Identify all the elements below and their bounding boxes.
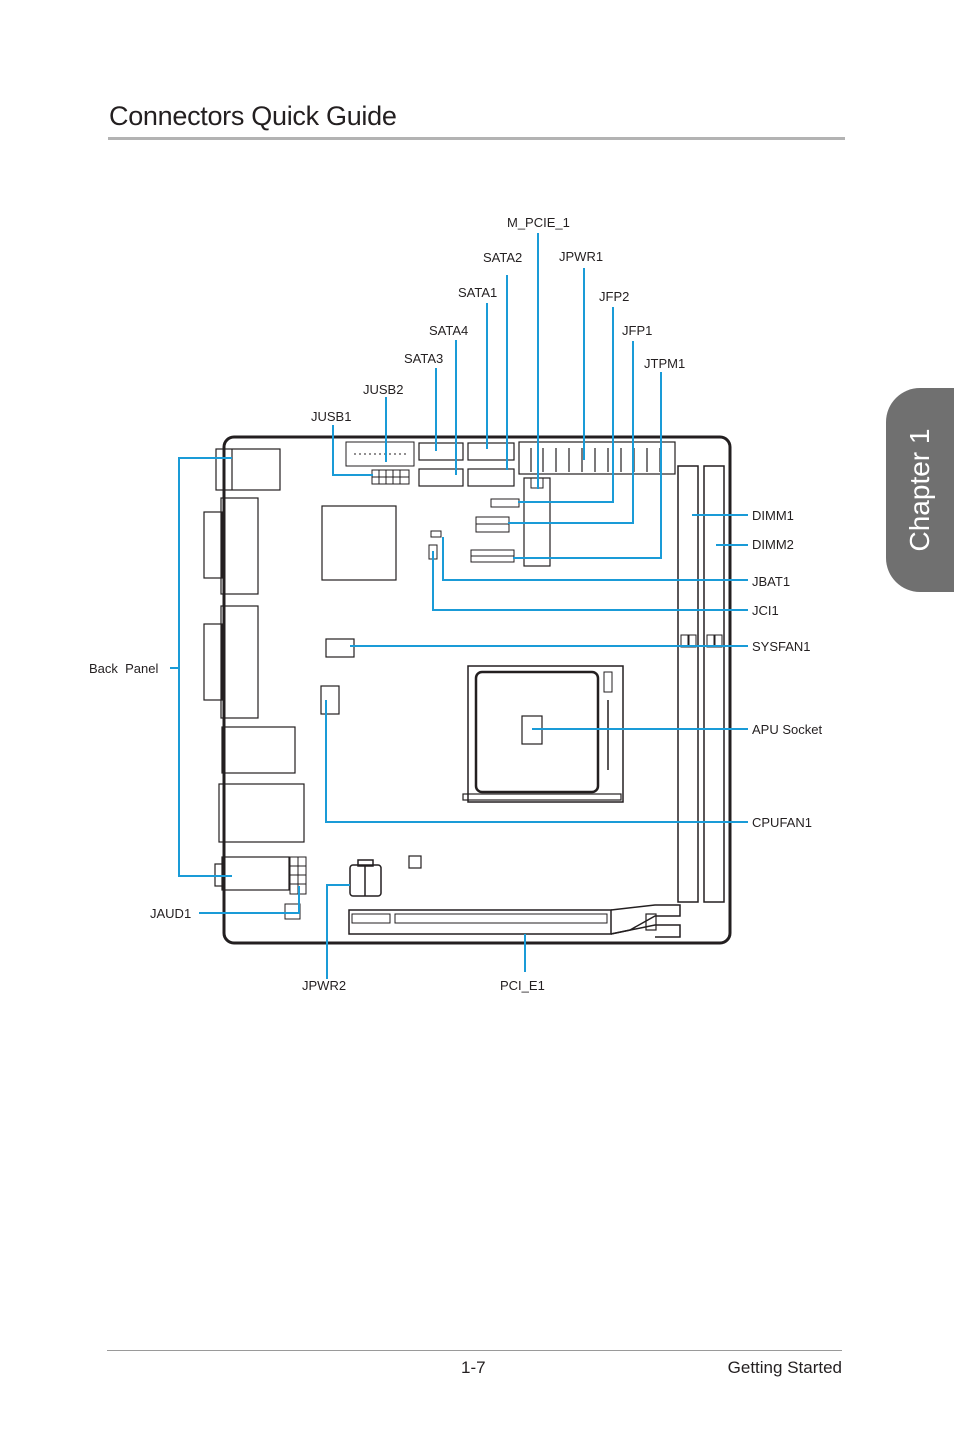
label-pci-e1: PCI_E1: [500, 978, 545, 993]
pcie-slot: [349, 905, 680, 937]
jusb1-header: [372, 470, 409, 484]
label-jpwr1: JPWR1: [559, 249, 604, 264]
label-sata4: SATA4: [429, 323, 469, 338]
apu-socket: [463, 666, 623, 802]
label-jfp2: JFP2: [599, 289, 630, 304]
label-jbat1: JBAT1: [752, 574, 791, 589]
sata-connectors: [419, 443, 514, 486]
sata2-port: [468, 469, 514, 486]
page-title: Connectors Quick Guide: [109, 101, 397, 131]
label-jaud1: JAUD1: [150, 906, 192, 921]
label-sysfan1: SYSFAN1: [752, 639, 811, 654]
jpwr2-connector: [350, 860, 381, 896]
dimm2-slot: [704, 466, 724, 902]
back-panel-ports: [204, 449, 304, 890]
jaud1-header: [285, 857, 306, 919]
section-name: Getting Started: [727, 1358, 842, 1377]
footer-rule: [107, 1350, 842, 1351]
label-back-panel: Back Panel: [89, 661, 159, 676]
square-component: [409, 856, 421, 868]
dimm1-slot: [678, 466, 698, 902]
label-dimm1: DIMM1: [752, 508, 794, 523]
chapter-tab-label: Chapter 1: [904, 428, 935, 552]
label-jusb2: JUSB2: [363, 382, 404, 397]
jbat1-jumper: [431, 531, 441, 537]
label-dimm2: DIMM2: [752, 537, 794, 552]
label-cpufan1: CPUFAN1: [752, 815, 812, 830]
jusb2-header: [346, 442, 414, 466]
board: [204, 437, 730, 943]
label-sata3: SATA3: [404, 351, 444, 366]
label-jusb1: JUSB1: [311, 409, 352, 424]
cpufan1-connector: [321, 686, 339, 714]
label-jfp1: JFP1: [622, 323, 653, 338]
label-jpwr2: JPWR2: [302, 978, 347, 993]
label-sata2: SATA2: [483, 250, 523, 265]
label-apu-socket: APU Socket: [752, 722, 823, 737]
dimm-slots: [678, 466, 724, 902]
page-number: 1-7: [461, 1358, 486, 1377]
label-jci1: JCI1: [752, 603, 779, 618]
sysfan1-connector: [326, 639, 354, 657]
chipset: [322, 506, 396, 580]
label-jtpm1: JTPM1: [644, 356, 686, 371]
label-m-pcie-1: M_PCIE_1: [507, 215, 570, 230]
jfp2-header: [491, 499, 519, 507]
label-sata1: SATA1: [458, 285, 498, 300]
jpwr1-connector: [519, 442, 675, 474]
